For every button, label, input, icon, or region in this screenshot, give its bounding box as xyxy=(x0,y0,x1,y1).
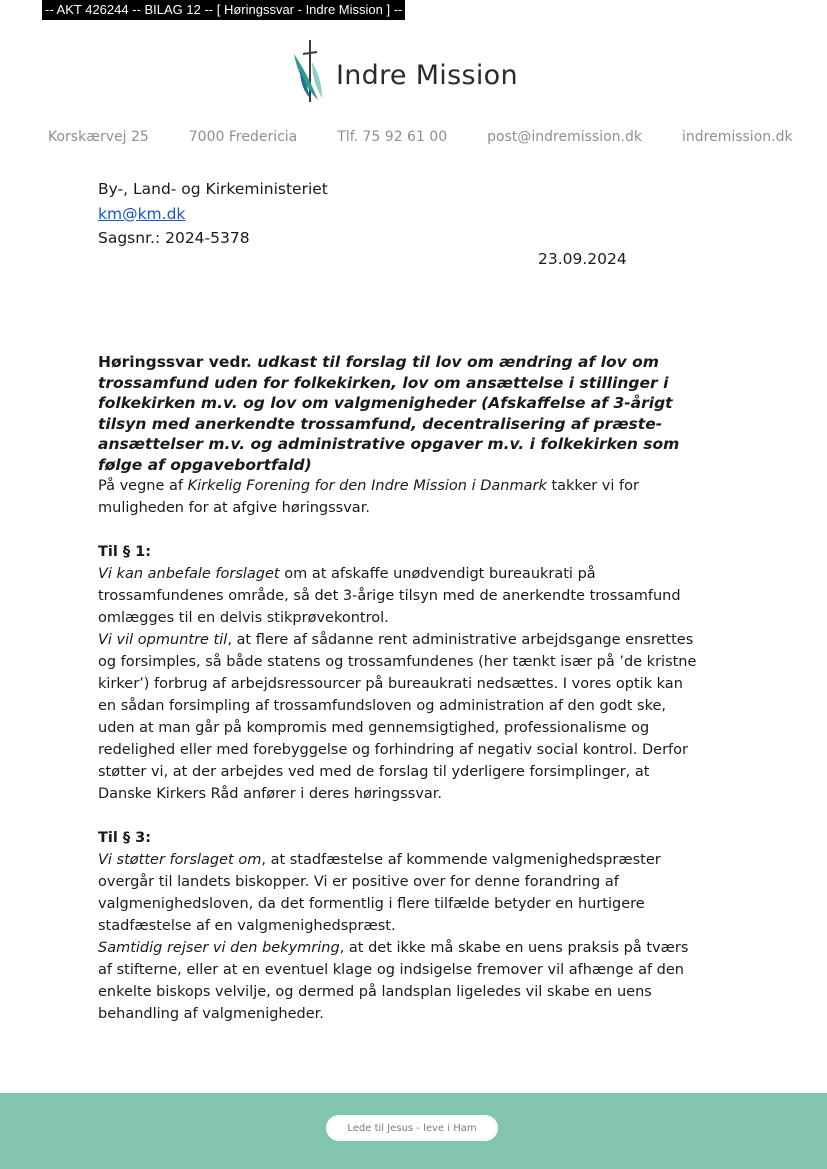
footer-tagline: Lede til Jesus - leve i Ham xyxy=(326,1115,498,1141)
footer-band xyxy=(0,1093,827,1169)
letter-body xyxy=(98,352,698,1025)
recipient-block xyxy=(98,177,328,251)
subject-title: udkast til forslag til lov om ændring af lov om trossamfund uden for folkekirken, lov om ansættelse i stillinger i folkekirken m.v. og lov om valgmenigheder (Afskaffelse af 3-årigt tilsyn med anerkendte trossamfund, decentralisering af præste-ansættelser m.v. og administrative opgaver m.v. i folkekirken som følge af opgavebortfald) xyxy=(98,353,680,474)
subject-line xyxy=(98,352,698,475)
contact-address: Korskærvej 25 xyxy=(48,129,149,145)
intro-paragraph: På vegne af Kirkelig Forening for den Indre Mission i Danmark takker vi for muligheden for at afgive høringssvar. xyxy=(98,478,639,516)
paragraph: Samtidig rejser vi den bekymring, at det ikke må skabe en uens praksis på tværs af stifterne, eller at en eventuel klage og indsigelse fremover vil afhænge af den enkelte biskops velvilje, og dermed på landsplan ligeledes vil skabe en uens behandling af valgmenigheder. xyxy=(98,940,689,1022)
document-stamp: -- AKT 426244 -- BILAG 12 -- [ Høringssvar - Indre Mission ] -- xyxy=(42,0,405,20)
contact-city: 7000 Fredericia xyxy=(188,129,298,145)
case-number: Sagsnr.: 2024-5378 xyxy=(98,229,250,247)
section-heading: Til § 3: xyxy=(98,830,152,846)
cross-logo-icon xyxy=(288,40,332,102)
contact-bar xyxy=(38,125,793,149)
recipient-email-link[interactable]: km@km.dk xyxy=(98,204,186,223)
section-heading: Til § 1: xyxy=(98,544,152,560)
organization-name: Kirkelig Forening for den Indre Mission i Danmark xyxy=(187,478,547,494)
logo xyxy=(288,40,538,102)
recipient-name: By-, Land- og Kirkeministeriet xyxy=(98,180,328,198)
logo-text: Indre Mission xyxy=(336,60,518,91)
contact-website: indremission.dk xyxy=(681,129,793,145)
subject-prefix: Høringssvar vedr. xyxy=(98,353,258,371)
paragraph: Vi kan anbefale forslaget om at afskaffe unødvendigt bureaukrati på trossamfundenes område, så det 3-årige tilsyn med de anerkendte trossamfund omlægges til en delvis stikprøvekontrol. xyxy=(98,566,681,626)
contact-phone: Tlf. 75 92 61 00 xyxy=(337,129,448,145)
paragraph: Vi vil opmuntre til, at flere af sådanne rent administrative arbejdsgange ensrettes og forsimples, så både statens og trossamfundenes (her tænkt især på ’de kristne kirker’) forbrug af arbejdsressourcer på bureaukrati nedsættes. I vores optik kan en sådan forsimpling af trossamfundsloven og administration af den godt ske, uden at man går på kompromis med gennemsigtighed, professionalisme og redelighed eller med forebyggelse og forhindring af negativ social kontrol. Derfor støtter vi, at der arbejdes ved med de forslag til yderligere forsimplinger, at Danske Kirkers Råd anfører i deres høringssvar. xyxy=(98,632,697,802)
contact-email: post@indremission.dk xyxy=(487,129,642,145)
paragraph: Vi støtter forslaget om, at stadfæstelse af kommende valgmenighedspræster overgår til landets biskopper. Vi er positive over for denne forandring af valgmenighedsloven, da det formentlig i flere tilfælde betyder en hurtigere stadfæstelse af en valgmenighedspræst. xyxy=(98,852,661,934)
letter-date: 23.09.2024 xyxy=(538,250,627,268)
